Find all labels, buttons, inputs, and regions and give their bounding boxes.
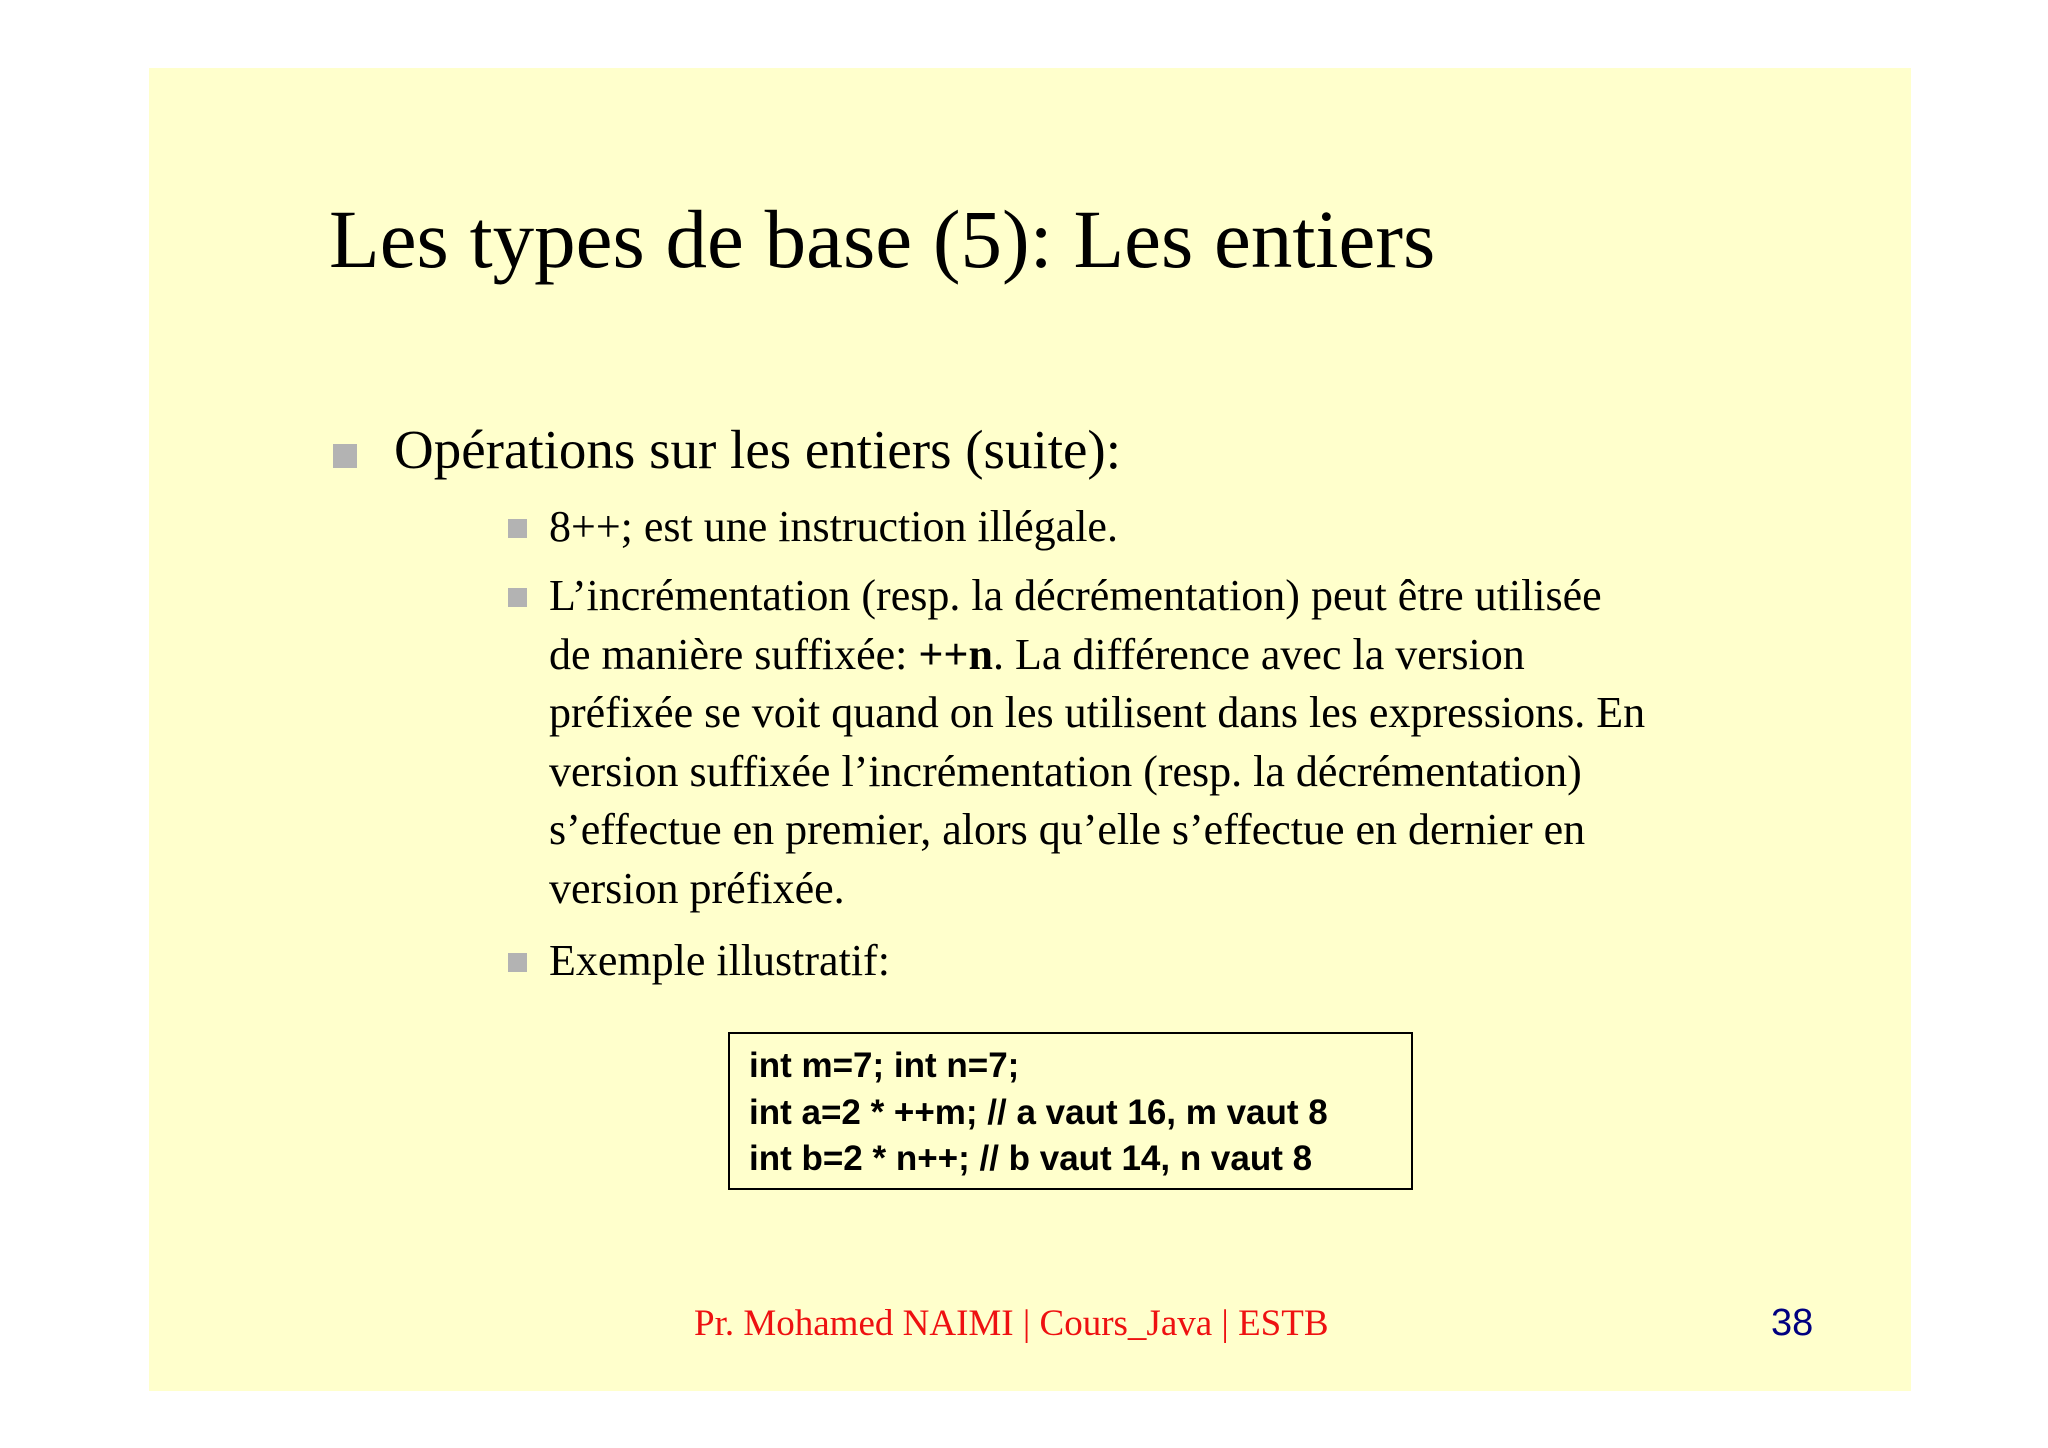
page-number: 38 [1771, 1302, 1814, 1344]
incrementation-line-2-start: de manière suffixée: [549, 629, 919, 679]
square-bullet-icon [508, 519, 527, 538]
sub-bullet-illegal-instruction: 8++; est une instruction illégale. [549, 502, 1118, 551]
code-line: int b=2 * n++; // b vaut 14, n vaut 8 [749, 1139, 1313, 1178]
code-example-box [728, 1032, 1413, 1190]
sub-bullet-example: Exemple illustratif: [549, 936, 890, 985]
incrementation-line-2 [549, 626, 1645, 685]
incrementation-line-4: version suffixée l’incrémentation (resp. la décrémentation) [549, 746, 1582, 796]
incrementation-line-6: version préfixée. [549, 863, 845, 913]
square-bullet-icon [508, 588, 527, 607]
square-bullet-icon [333, 444, 357, 468]
code-line: int a=2 * ++m; // a vaut 16, m vaut 8 [749, 1093, 1328, 1132]
sub-bullet-incrementation [549, 567, 1645, 918]
slide [149, 68, 1911, 1391]
code-line: int m=7; int n=7; [749, 1046, 1020, 1085]
slide-title: Les types de base (5): Les entiers [329, 193, 1436, 285]
square-bullet-icon [508, 953, 527, 972]
operator-emphasis: ++n [918, 629, 993, 679]
main-bullet-text: Opérations sur les entiers (suite): [394, 419, 1122, 480]
incrementation-line-5: s’effectue en premier, alors qu’elle s’effectue en dernier en [549, 805, 1586, 854]
incrementation-line-2-end: . La différence avec la version [992, 629, 1525, 679]
slide-footer: Pr. Mohamed NAIMI | Cours_Java | ESTB [694, 1303, 1329, 1344]
incrementation-line-1: L’incrémentation (resp. la décrémentation) peut être utilisée [549, 571, 1602, 620]
incrementation-line-3: préfixée se voit quand on les utilisent dans les expressions. En [549, 688, 1646, 737]
